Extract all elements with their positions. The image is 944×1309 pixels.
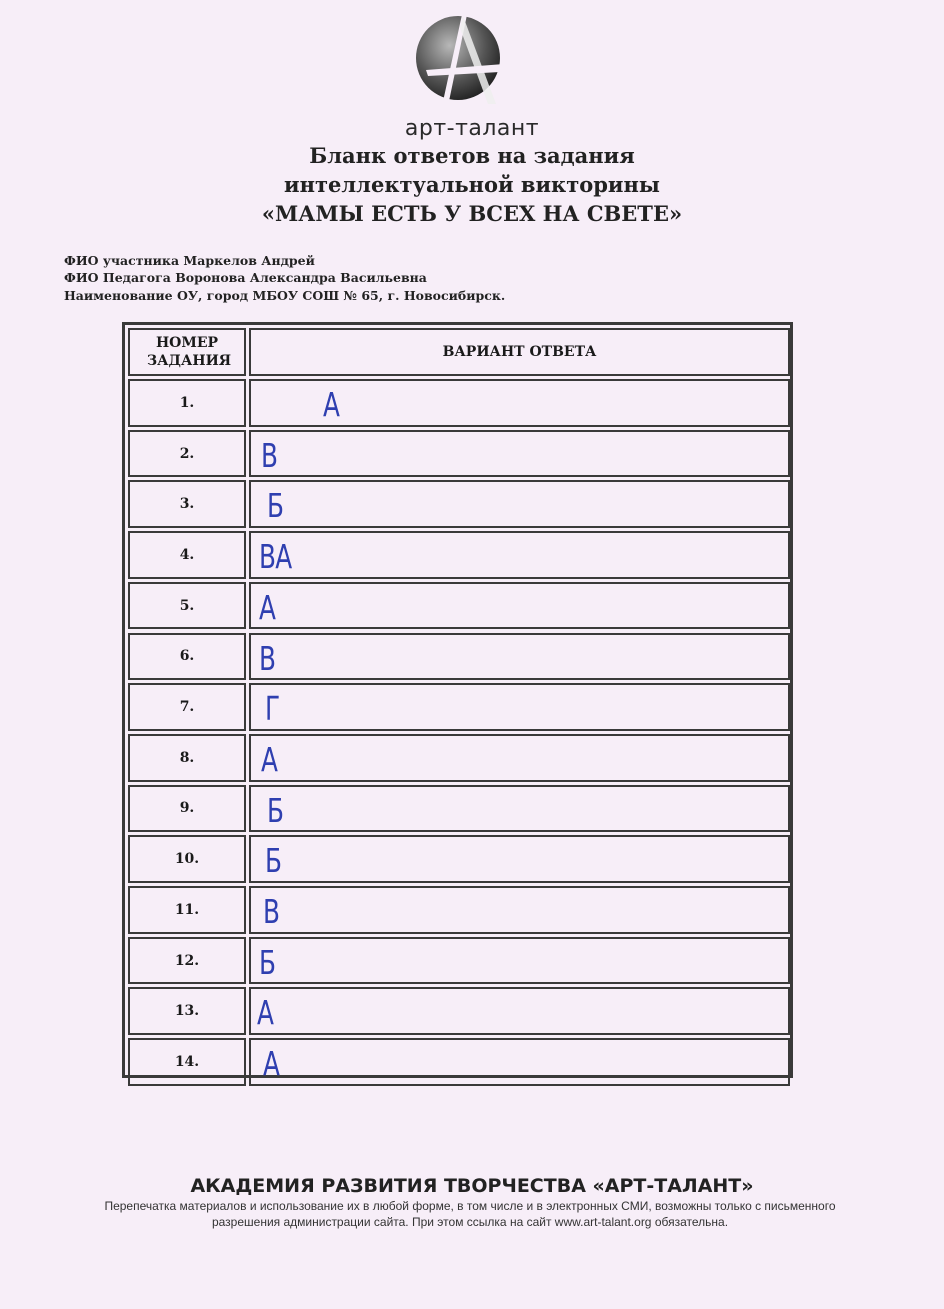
handwritten-answer: А [259, 587, 276, 627]
handwritten-answer: А [257, 993, 274, 1033]
task-number-cell [128, 683, 246, 731]
task-number: 10. [174, 851, 200, 868]
handwritten-answer: В [259, 638, 276, 678]
title-line-2: интеллектуальной викторины [284, 172, 660, 197]
task-number-cell [128, 582, 246, 630]
task-number: 11. [174, 901, 200, 918]
task-number: 5. [179, 597, 195, 614]
answer-cell [249, 633, 790, 681]
task-number-cell [128, 633, 246, 681]
teacher-name: ФИО Педагога Воронова Александра Васильевна [64, 270, 427, 285]
task-number-cell [128, 379, 246, 427]
participant-name: ФИО участника Маркелов Андрей [64, 253, 315, 268]
task-number-cell [128, 987, 246, 1035]
task-number-cell [128, 734, 246, 782]
answer-cell [249, 582, 790, 630]
answer-cell [249, 430, 790, 478]
column-header-number [128, 328, 246, 376]
task-number: 13. [174, 1003, 200, 1020]
handwritten-answer: ВА [259, 537, 292, 577]
answers-table [122, 322, 793, 1084]
answer-cell [249, 531, 790, 579]
task-number: 8. [179, 749, 195, 766]
title-line-3: «МАМЫ ЕСТЬ У ВСЕХ НА СВЕТЕ» [261, 201, 683, 226]
task-number-cell [128, 531, 246, 579]
answer-cell [249, 480, 790, 528]
column-header-answer-label: ВАРИАНТ ОТВЕТА [442, 344, 597, 360]
handwritten-answer: А [263, 1044, 280, 1084]
handwritten-answer: Б [259, 942, 276, 982]
task-number: 14. [174, 1053, 200, 1070]
academy-name: АКАДЕМИЯ РАЗВИТИЯ ТВОРЧЕСТВА «АРТ-ТАЛАНТ» [190, 1175, 754, 1197]
handwritten-answer: Г [265, 689, 280, 729]
task-number: 1. [179, 394, 195, 411]
answer-cell [249, 379, 790, 427]
task-number-cell [128, 835, 246, 883]
art-talant-logo-icon [408, 6, 508, 116]
column-header-answer [249, 328, 790, 376]
handwritten-answer: А [323, 385, 340, 424]
school-name: Наименование ОУ, город МБОУ СОШ № 65, г. Новосибирск. [64, 288, 506, 303]
answer-cell [249, 734, 790, 782]
task-number-cell [128, 937, 246, 985]
handwritten-answer: Б [267, 486, 284, 526]
answer-cell [249, 683, 790, 731]
brand-name: арт-талант [404, 116, 540, 141]
task-number: 3. [179, 496, 195, 513]
task-number-cell [128, 1038, 246, 1086]
title-line-1: Бланк ответов на задания [309, 143, 635, 168]
answer-cell [249, 937, 790, 985]
task-number: 9. [179, 800, 195, 817]
task-number-cell [128, 430, 246, 478]
column-header-number-label: НОМЕР ЗАДАНИЯ [147, 335, 232, 369]
answer-cell [249, 886, 790, 934]
task-number: 12. [174, 952, 200, 969]
answer-cell [249, 1038, 790, 1086]
answer-cell [249, 835, 790, 883]
task-number: 7. [179, 699, 195, 716]
handwritten-answer: А [261, 739, 278, 779]
handwritten-answer: В [263, 892, 280, 931]
handwritten-answer: Б [267, 790, 284, 830]
task-number: 6. [179, 648, 195, 665]
task-number: 2. [179, 445, 195, 462]
task-number-cell [128, 785, 246, 833]
task-number-cell [128, 480, 246, 528]
handwritten-answer: В [261, 435, 278, 475]
answer-cell [249, 785, 790, 833]
answer-cell [249, 987, 790, 1035]
task-number: 4. [179, 546, 195, 563]
copyright-note: Перепечатка материалов и использование их в любой форме, в том числе и в электронных СМИ, возможны только с письменного разрешения администрации сайта. При этом ссылка на сайт www.art-talant.org обязательна. [104, 1199, 836, 1229]
handwritten-answer: Б [265, 841, 282, 881]
task-number-cell [128, 886, 246, 934]
